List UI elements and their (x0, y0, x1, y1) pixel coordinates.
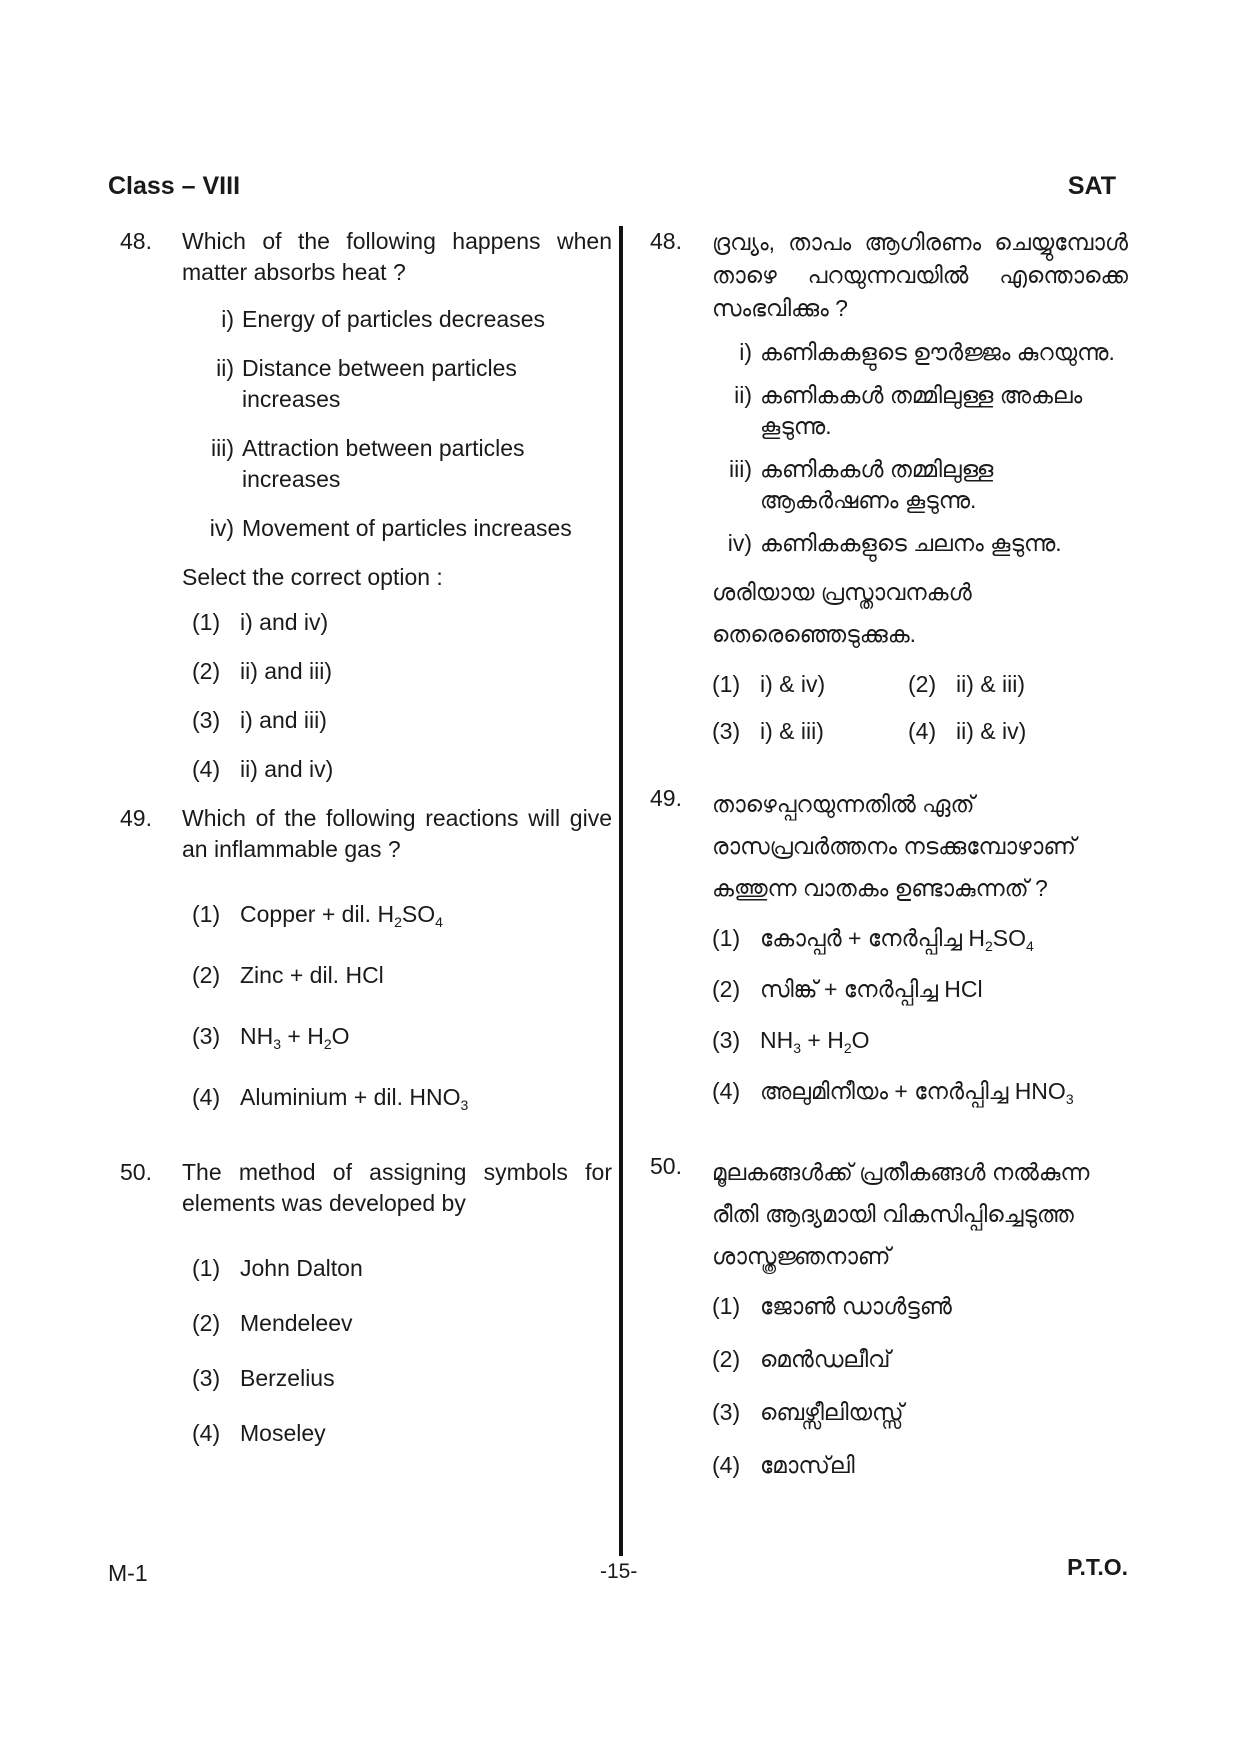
option-item[interactable] (192, 1363, 612, 1394)
option-item[interactable] (712, 1450, 1128, 1481)
statement-label: ii) (734, 382, 752, 408)
formula-part: സിങ്ക് + നേർപ്പിച്ച HCl (760, 976, 983, 1002)
formula-part: Zinc + dil. HCl (240, 962, 384, 988)
class-label: Class – VIII (108, 172, 241, 200)
question-number: 50. (650, 1153, 682, 1179)
formula-subscript: 3 (793, 1040, 802, 1056)
malayalam-column (650, 226, 1128, 1481)
column-divider (619, 226, 623, 1556)
statement-list (712, 337, 1128, 559)
option-text: മെൻഡലീവ് (760, 1346, 891, 1372)
statement-text: കണികകളുടെ ഊർജ്ജം കുറയുന്നു. (760, 339, 1115, 365)
option-label: (2) (192, 658, 221, 684)
option-text: John Dalton (240, 1255, 363, 1281)
option-item[interactable] (908, 716, 1108, 747)
option-label: (3) (712, 1027, 741, 1053)
option-text: i) & iv) (760, 671, 826, 697)
option-item[interactable] (712, 974, 1128, 1005)
statement-item (194, 304, 612, 335)
option-label: (2) (712, 1346, 741, 1372)
option-item[interactable] (192, 1082, 612, 1113)
formula-subscript: 3 (1065, 1091, 1074, 1107)
question-text: താഴെപ്പറയുന്നതിൽ ഏത് രാസപ്രവർത്തനം നടക്കുമ്പോഴാണ് കത്തുന്ന വാതകം ഉണ്ടാകുന്നത് ? (712, 791, 1076, 901)
option-label: (2) (192, 1310, 221, 1336)
option-item[interactable] (712, 716, 908, 747)
formula-subscript: 4 (435, 914, 443, 930)
option-label: (4) (192, 756, 221, 782)
formula-part: O (851, 1027, 870, 1053)
paper-code: M-1 (108, 1560, 148, 1586)
pto-label: P.T.O. (1067, 1554, 1128, 1580)
statement-item (712, 528, 1128, 559)
question-50-en (120, 1157, 612, 1449)
statement-label: i) (221, 306, 234, 332)
option-text: ബെഴ്സീലിയസ്സ് (760, 1399, 904, 1425)
option-label: (4) (712, 1078, 741, 1104)
option-list (192, 1253, 612, 1449)
option-label: (4) (908, 718, 937, 744)
statement-label: iv) (209, 515, 234, 541)
question-text: The method of assigning symbols for elements was developed by (182, 1159, 612, 1216)
option-item[interactable] (712, 1025, 1128, 1056)
option-label: (2) (192, 962, 221, 988)
option-label: (3) (192, 1023, 221, 1049)
question-49-en (120, 803, 612, 1113)
option-label: (2) (908, 671, 937, 697)
statement-label: iii) (729, 456, 752, 482)
question-48-en (120, 226, 612, 785)
option-label: (3) (192, 707, 221, 733)
statement-text: Movement of particles increases (242, 515, 572, 541)
formula-part: O (331, 1023, 350, 1049)
instruction-text: Select the correct option : (182, 564, 443, 590)
option-list (712, 1291, 1128, 1481)
option-item[interactable] (192, 960, 612, 991)
option-text: ii) and iv) (240, 756, 334, 782)
option-text: Moseley (240, 1420, 326, 1446)
statement-label: iv) (727, 530, 752, 556)
option-list (192, 607, 612, 785)
option-item[interactable] (712, 1291, 1128, 1322)
option-label: (3) (712, 1399, 741, 1425)
formula-part: Copper + dil. H (240, 901, 395, 927)
instruction-text: ശരിയായ പ്രസ്താവനകൾ തെരെഞ്ഞെടുക്കുക. (712, 579, 972, 647)
option-item[interactable] (712, 1076, 1128, 1107)
statement-label: iii) (211, 435, 234, 461)
option-label: (3) (192, 1365, 221, 1391)
question-49-ml (650, 783, 1128, 1107)
formula-subscript: 3 (460, 1097, 469, 1113)
question-number: 49. (650, 785, 682, 811)
option-item[interactable] (712, 1344, 1128, 1375)
option-grid (712, 669, 1128, 747)
option-text: ജോൺ ഡാൾട്ടൺ (760, 1293, 952, 1319)
formula-part: NH (240, 1023, 274, 1049)
statement-item (194, 513, 612, 544)
statement-text: കണികകളുടെ ചലനം കൂടുന്നു. (760, 530, 1062, 556)
option-item[interactable] (908, 669, 1108, 700)
question-50-ml (650, 1151, 1128, 1481)
option-item[interactable] (192, 1308, 612, 1339)
option-text: ii) & iii) (956, 671, 1025, 697)
exam-label: SAT (1067, 172, 1116, 200)
option-item[interactable] (192, 1418, 612, 1449)
statement-text: Energy of particles decreases (242, 306, 545, 332)
option-label: (2) (712, 976, 741, 1002)
statement-text: കണികകൾ തമ്മിലുള്ള ആകർഷണം കൂടുന്നു. (760, 456, 994, 513)
formula-subscript: 2 (984, 938, 993, 954)
formula-subscript: 4 (1025, 938, 1034, 954)
formula-part: NH (760, 1027, 794, 1053)
option-item[interactable] (712, 669, 908, 700)
formula-part: SO (401, 901, 436, 927)
option-label: (1) (192, 609, 221, 635)
option-text: Mendeleev (240, 1310, 353, 1336)
option-label: (1) (192, 901, 221, 927)
option-item[interactable] (712, 1397, 1128, 1428)
option-text: ii) and iii) (240, 658, 333, 684)
option-text: i) and iii) (240, 707, 327, 733)
formula-part: Aluminium + dil. HNO (240, 1084, 461, 1110)
option-item[interactable] (192, 656, 612, 687)
formula-part: അലുമിനീയം + നേർപ്പിച്ച HNO (760, 1078, 1066, 1104)
option-label: (4) (192, 1420, 221, 1446)
question-text: Which of the following reactions will give an inflammable gas ? (182, 805, 612, 862)
statement-item (194, 353, 612, 415)
option-item[interactable] (712, 923, 1128, 954)
option-item[interactable] (192, 1253, 612, 1284)
option-list (192, 899, 612, 1113)
option-item[interactable] (192, 607, 612, 638)
statement-item (712, 337, 1128, 368)
question-number: 48. (120, 228, 152, 254)
statement-text: Attraction between particles increases (242, 435, 525, 492)
option-label: (3) (712, 718, 741, 744)
option-list (712, 923, 1128, 1107)
option-item[interactable] (192, 1021, 612, 1052)
statement-item (712, 380, 1128, 442)
option-text: Berzelius (240, 1365, 335, 1391)
statement-text: Distance between particles increases (242, 355, 517, 412)
option-label: (4) (192, 1084, 221, 1110)
formula-subscript: 2 (394, 914, 402, 930)
question-number: 49. (120, 805, 152, 831)
page-number: -15- (600, 1560, 638, 1583)
formula-part: SO (992, 925, 1026, 951)
formula-part: + H (281, 1023, 324, 1049)
option-text: i) and iv) (240, 609, 329, 635)
question-number: 50. (120, 1159, 152, 1185)
formula-subscript: 2 (323, 1036, 332, 1052)
formula-subscript: 3 (273, 1036, 282, 1052)
option-label: (1) (712, 925, 741, 951)
formula-part: കോപ്പർ + നേർപ്പിച്ച H (760, 925, 985, 951)
option-label: (4) (712, 1452, 741, 1478)
question-48-ml (650, 226, 1128, 747)
question-text: ദ്രവ്യം, താപം ആഗിരണം ചെയ്യുമ്പോൾ താഴെ പറയുന്നവയിൽ എന്തൊക്കെ സംഭവിക്കും ? (712, 229, 1128, 321)
question-text: Which of the following happens when matter absorbs heat ? (182, 228, 612, 285)
question-number: 48. (650, 228, 682, 254)
option-label: (1) (712, 1293, 741, 1319)
statement-text: കണികകൾ തമ്മിലുള്ള അകലം കൂടുന്നു. (760, 382, 1083, 439)
statement-item (712, 454, 1128, 516)
statement-list (194, 304, 612, 544)
statement-label: i) (739, 339, 752, 365)
question-text: മൂലകങ്ങൾക്ക് പ്രതീകങ്ങൾ നൽകുന്ന രീതി ആദ്യമായി വികസിപ്പിച്ചെടുത്ത ശാസ്ത്രജ്ഞനാണ് (712, 1159, 1090, 1269)
formula-subscript: 2 (843, 1040, 852, 1056)
option-label: (1) (192, 1255, 221, 1281)
option-text: i) & iii) (760, 718, 824, 744)
english-column (120, 226, 612, 1449)
statement-item (194, 433, 612, 495)
statement-label: ii) (216, 355, 234, 381)
option-item[interactable] (192, 705, 612, 736)
option-text: ii) & iv) (956, 718, 1027, 744)
option-text: മോസ്‌ലി (760, 1452, 855, 1478)
option-item[interactable] (192, 754, 612, 785)
option-item[interactable] (192, 899, 612, 930)
option-label: (1) (712, 671, 741, 697)
formula-part: + H (801, 1027, 844, 1053)
